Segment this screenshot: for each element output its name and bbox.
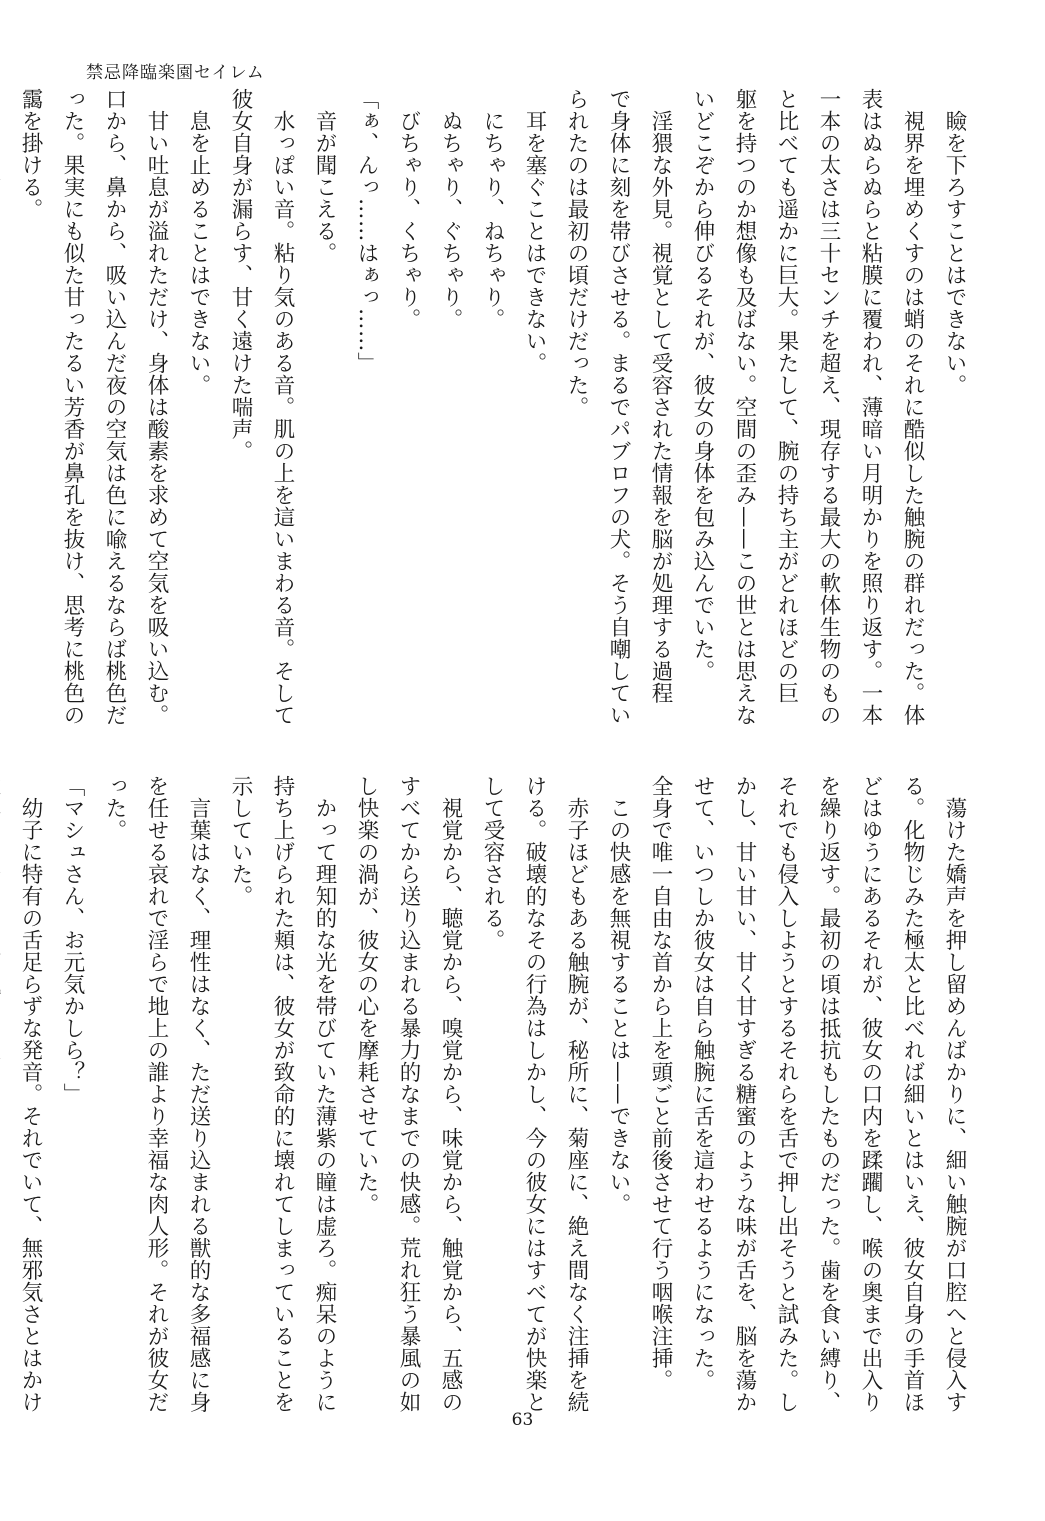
text-line: 視界を埋めくすのは蛸のそれに酷似した触腕の群れだった。体	[900, 109, 925, 726]
text-line: で身体に刻を帯びさせる。まるでパブロフの犬。そう自嘲してい	[606, 88, 631, 726]
text-line: びちゃり、くちゃり。	[396, 109, 421, 330]
text-line: 全身で唯一自由な首から上を頭ごと前後させて行う咽喉注挿。	[648, 775, 673, 1391]
running-header: 禁忌降臨楽園セイレム	[86, 63, 265, 83]
text-line: 一本の太さは三十センチを超え、現存する最大の軟体生物のもの	[816, 88, 841, 726]
text-line: った。	[102, 775, 127, 841]
text-block-upper	[18, 88, 975, 728]
text-line: 水っぽい音。粘り気のある音。肌の上を這いまわる音。そして	[270, 109, 295, 726]
text-line: を繰り返す。最初の頃は抵抗もしたものだった。歯を食い縛り、	[816, 775, 841, 1413]
text-line: 口から、鼻から、吸い込んだ夜の空気は色に喩えるならば桃色だ	[102, 88, 127, 726]
text-line: して受容される。	[480, 775, 505, 951]
text-line: る。化物じみた極太と比べれば細いとはいえ、彼女自身の手首ほ	[900, 775, 925, 1413]
text-line: を任せる哀れで淫らで地上の誰より幸福な肉人形。それが彼女だ	[144, 775, 169, 1413]
text-line	[0, 775, 9, 1400]
text-line: かし、甘い甘い、甘く甘すぎる糖蜜のような味が舌を、脳を蕩か	[732, 775, 757, 1413]
text-line: 彼女自身が漏らす、甘く遠けた喘声。	[228, 88, 253, 462]
text-block-lower	[18, 775, 975, 1413]
text-line: いどこぞから伸びるそれが、彼女の身体を包み込んでいた。	[690, 88, 715, 682]
text-line: 耳を塞ぐことはできない。	[522, 109, 547, 374]
text-line: それでも侵入しようとするそれらを舌で押し出そうと試みた。し	[774, 775, 799, 1413]
text-line: 躯を持つのか想像も及ばない。空間の歪み——この世とは思えな	[732, 88, 757, 726]
text-line: 「マシュさん、お元気かしら？」	[60, 775, 85, 1105]
text-line: かって理知的な光を帯びていた薄紫の瞳は虚ろ。痴呆のように	[312, 796, 337, 1413]
text-line: この快感を無視することは——できない。	[606, 796, 631, 1215]
text-line: すべてから送り込まれる暴力的なまでの快感。荒れ狂う暴風の如	[396, 775, 421, 1413]
text-line: 息を止めることはできない。	[186, 109, 211, 396]
text-line: 淫猥な外見。視覚として受容された情報を脳が処理する過程	[648, 109, 673, 704]
text-line: 赤子ほどもある触腕が、秘所に、菊座に、絶え間なく注挿を続	[564, 796, 589, 1413]
text-line: 音が聞こえる。	[312, 109, 337, 264]
page-number: 63	[511, 1410, 534, 1430]
text-line: 視覚から、聴覚から、嗅覚から、味覚から、触覚から、五感の	[438, 796, 463, 1413]
text-line: どはゆうにあるそれが、彼女の口内を蹂躙し、喉の奥まで出入り	[858, 775, 883, 1413]
text-line: 幼子に特有の舌足らずな発音。それでいて、無邪気さとはかけ	[18, 796, 43, 1413]
text-line: にちゃり、ねちゃり。	[480, 109, 505, 330]
text-line: ける。破壊的なその行為はしかし、今の彼女にはすべてが快楽と	[522, 775, 547, 1413]
text-line: し快楽の渦が、彼女の心を摩耗させていた。	[354, 775, 379, 1215]
text-line: 言葉はなく、理性はなく、ただ送り込まれる獣的な多福感に身	[186, 796, 211, 1413]
text-line: 甘い吐息が溢れただけ、身体は酸素を求めて空気を吸い込む。	[144, 109, 169, 726]
text-line: った。果実にも似た甘ったるい芳香が鼻孔を抜け、思考に桃色の	[60, 88, 85, 726]
text-line: 蕩けた嬌声を押し留めんばかりに、細い触腕が口腔へと侵入す	[942, 796, 967, 1413]
text-line: 「ぁ、んっ……はぁっ……」	[354, 88, 379, 374]
text-line	[0, 88, 9, 728]
text-line: 持ち上げられた頬は、彼女が致命的に壊れてしまっていることを	[270, 775, 295, 1413]
text-line: せて、いつしか彼女は自ら触腕に舌を這わせるようになった。	[690, 775, 715, 1391]
text-line: られたのは最初の頃だけだった。	[564, 88, 589, 418]
text-line: ぬちゃり、ぐちゃり。	[438, 109, 463, 330]
text-line: と比べても遥かに巨大。果たして、腕の持ち主がどれほどの巨	[774, 88, 799, 704]
text-line: 表はぬらぬらと粘膜に覆われ、薄暗い月明かりを照り返す。一本	[858, 88, 883, 726]
text-line: 瞼を下ろすことはできない。	[942, 109, 967, 396]
text-line: 示していた。	[228, 775, 253, 907]
text-line: 靄を掛ける。	[18, 88, 43, 220]
